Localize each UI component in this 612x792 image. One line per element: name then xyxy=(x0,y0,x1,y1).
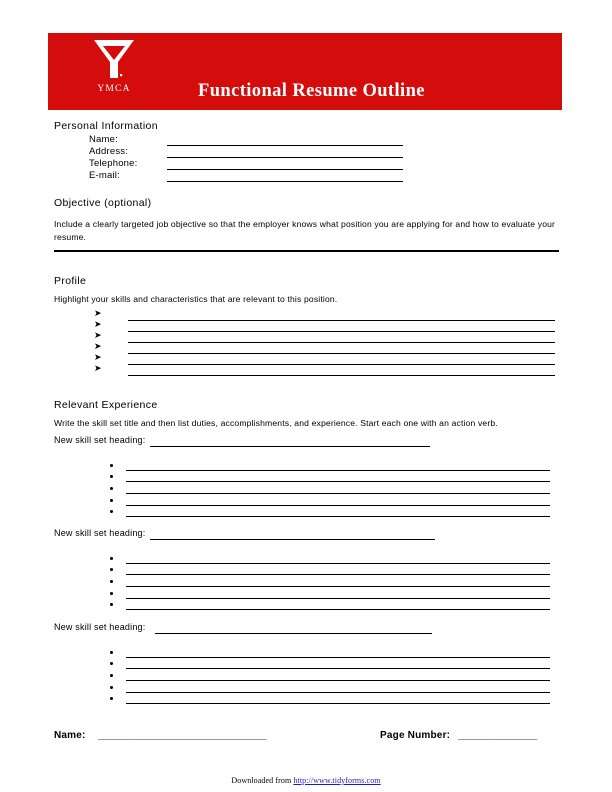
round-bullet-icon xyxy=(110,686,113,689)
attribution xyxy=(0,776,612,785)
footer-name-label: Name: xyxy=(54,730,86,741)
skill-set-3-line-3[interactable] xyxy=(126,680,550,681)
round-bullet-icon xyxy=(110,499,113,502)
round-bullet-icon xyxy=(110,464,113,467)
label-email: E-mail: xyxy=(89,170,120,181)
label-address: Address: xyxy=(89,146,129,157)
skill-set-1-line-3[interactable] xyxy=(126,493,550,494)
round-bullet-icon xyxy=(110,651,113,654)
objective-description: Include a clearly targeted job objective so that the employer knows what position you are applying for and how to evaluate your resume. xyxy=(54,219,556,242)
input-address[interactable] xyxy=(167,157,403,158)
skill-set-3-line-1[interactable] xyxy=(126,657,550,658)
label-telephone: Telephone: xyxy=(89,158,138,169)
skill-set-3-line-4[interactable] xyxy=(126,692,550,693)
skill-set-2-line-5[interactable] xyxy=(126,609,550,610)
round-bullet-icon xyxy=(110,674,113,677)
skill-set-1-line-4[interactable] xyxy=(126,505,550,506)
round-bullet-icon xyxy=(110,662,113,665)
relevant-experience-description: Write the skill set title and then list duties, accomplishments, and experience. Start each one with an action verb. xyxy=(54,418,498,428)
header-banner xyxy=(48,33,562,110)
personal-information-heading: Personal Information xyxy=(54,120,158,132)
attribution-url[interactable]: http://www.tidyforms.com xyxy=(293,776,381,785)
round-bullet-icon xyxy=(110,697,113,700)
profile-line-4[interactable] xyxy=(128,353,555,354)
skill-set-2-line-1[interactable] xyxy=(126,563,550,564)
round-bullet-icon xyxy=(110,487,113,490)
relevant-experience-heading: Relevant Experience xyxy=(54,399,158,411)
skill-set-2-line-3[interactable] xyxy=(126,586,550,587)
round-bullet-icon xyxy=(110,510,113,513)
chevron-right-bullet-icon: ➤ xyxy=(94,353,102,363)
profile-line-1[interactable] xyxy=(128,320,555,321)
ymca-logo-wordmark: YMCA xyxy=(97,84,131,94)
chevron-right-bullet-icon: ➤ xyxy=(94,364,102,374)
round-bullet-icon xyxy=(110,603,113,606)
skill-set-heading-input-3[interactable] xyxy=(155,633,432,634)
profile-line-6[interactable] xyxy=(128,375,555,376)
round-bullet-icon xyxy=(110,557,113,560)
skill-set-heading-input-1[interactable] xyxy=(150,446,430,447)
attribution-prefix: Downloaded from xyxy=(231,776,292,785)
skill-set-heading-input-2[interactable] xyxy=(150,539,435,540)
objective-divider xyxy=(54,250,559,252)
profile-line-2[interactable] xyxy=(128,331,555,332)
profile-description: Highlight your skills and characteristics that are relevant to this position. xyxy=(54,294,338,304)
ymca-logo xyxy=(80,38,148,106)
round-bullet-icon xyxy=(110,580,113,583)
objective-heading: Objective (optional) xyxy=(54,197,152,209)
skill-set-3-line-2[interactable] xyxy=(126,668,550,669)
input-telephone[interactable] xyxy=(167,169,403,170)
input-name[interactable] xyxy=(167,145,403,146)
label-name: Name: xyxy=(89,134,118,145)
skill-set-2-line-4[interactable] xyxy=(126,598,550,599)
skill-set-heading-label-3: New skill set heading: xyxy=(54,622,146,632)
skill-set-1-line-5[interactable] xyxy=(126,516,550,517)
skill-set-heading-label-2: New skill set heading: xyxy=(54,528,146,538)
profile-heading: Profile xyxy=(54,275,87,287)
ymca-y-logo-icon xyxy=(92,38,136,83)
footer-page-number-input[interactable]: _______________ xyxy=(458,730,537,741)
footer-page-number-label: Page Number: xyxy=(380,730,451,741)
profile-line-5[interactable] xyxy=(128,364,555,365)
chevron-right-bullet-icon: ➤ xyxy=(94,331,102,341)
footer-name-input[interactable]: ________________________________ xyxy=(98,730,267,741)
round-bullet-icon xyxy=(110,475,113,478)
skill-set-1-line-2[interactable] xyxy=(126,481,550,482)
round-bullet-icon xyxy=(110,592,113,595)
chevron-right-bullet-icon: ➤ xyxy=(94,309,102,319)
input-email[interactable] xyxy=(167,181,403,182)
profile-line-3[interactable] xyxy=(128,342,555,343)
page-title: Functional Resume Outline xyxy=(198,81,425,101)
round-bullet-icon xyxy=(110,568,113,571)
skill-set-heading-label-1: New skill set heading: xyxy=(54,435,146,445)
skill-set-2-line-2[interactable] xyxy=(126,574,550,575)
skill-set-1-line-1[interactable] xyxy=(126,470,550,471)
skill-set-3-line-5[interactable] xyxy=(126,703,550,704)
chevron-right-bullet-icon: ➤ xyxy=(94,320,102,330)
chevron-right-bullet-icon: ➤ xyxy=(94,342,102,352)
